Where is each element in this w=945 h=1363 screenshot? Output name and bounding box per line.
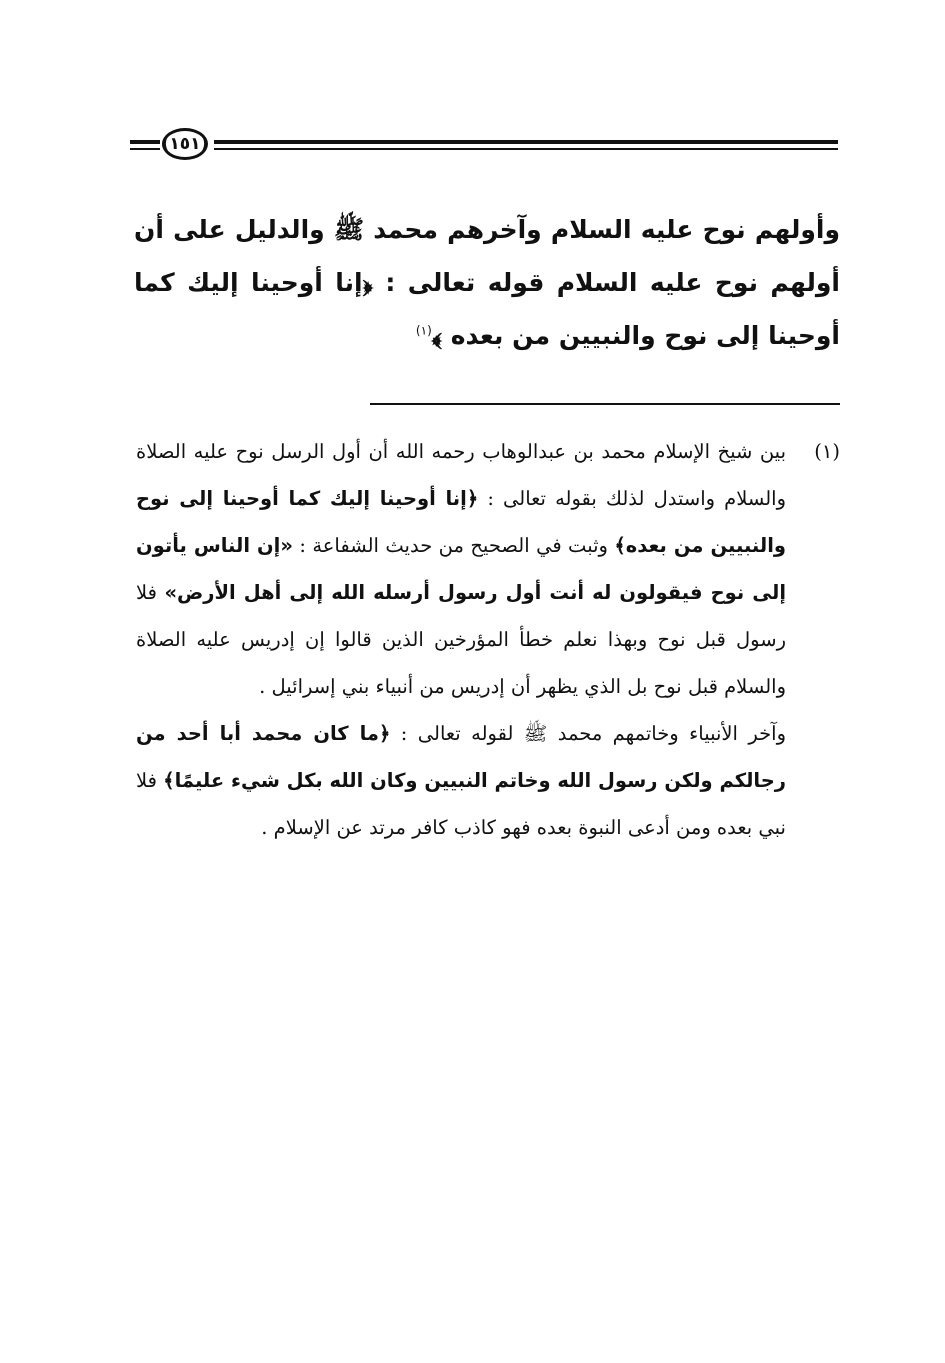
footnote-body — [136, 428, 786, 851]
page-number: (١٥١) — [162, 128, 208, 160]
footnote-text: بين شيخ الإسلام محمد بن عبدالوهاب رحمه الله أن أول الرسل نوح عليه الصلاة والسلام واستدل لذلك بقوله تعالى : — [136, 440, 786, 510]
footnote-text: وثبت في الصحيح من حديث الشفاعة : — [292, 534, 615, 557]
footnote-text: فلا نبي بعده ومن أدعى النبوة بعده فهو كاذب كافر مرتد عن الإسلام . — [136, 769, 786, 839]
footnotes — [105, 428, 840, 851]
header-rule-thin — [214, 148, 838, 150]
footnote-paragraph-1 — [136, 428, 786, 710]
footnote-reference: (١) — [415, 323, 432, 338]
header-rule-thick — [214, 140, 838, 144]
footnote-marker: (١) — [814, 440, 840, 463]
main-quran-quote: ﴿إنا أوحينا إليك كما أوحينا إلى نوح والنبيين من بعده ﴾ — [134, 268, 840, 350]
page-header — [130, 128, 838, 166]
footnote-divider — [370, 403, 840, 405]
footnote-hadith-quote: «إن الناس يأتون إلى نوح فيقولون له أنت أول رسول أرسله الله إلى أهل الأرض» — [136, 534, 787, 604]
footnote-text: فلا رسول قبل نوح وبهذا نعلم خطأ المؤرخين الذين قالوا إن إدريس عليه الصلاة والسلام قبل نوح بل الذي يظهر أن إدريس من أنبياء بني إسرائيل . — [136, 581, 786, 698]
footnote-paragraph-2 — [136, 710, 786, 851]
main-text: وأولهم نوح عليه السلام وآخرهم محمد ﷺ والدليل على أن أولهم نوح عليه السلام قوله تعالى : — [134, 215, 840, 297]
header-rule-short-thick — [130, 140, 160, 144]
footnote-text: وآخر الأنبياء وخاتمهم محمد ﷺ لقوله تعالى : — [390, 722, 786, 745]
footnote-1 — [105, 428, 840, 851]
footnote-quran-quote: ﴿ما كان محمد أبا أحد من رجالكم ولكن رسول الله وخاتم النبيين وكان الله بكل شيء عليمًا﴾ — [136, 722, 786, 792]
header-rule-short-thin — [130, 148, 160, 150]
main-paragraph — [134, 203, 840, 362]
footnote-quran-quote: ﴿إنا أوحينا إليك كما أوحينا إلى نوح والنبيين من بعده﴾ — [136, 487, 786, 557]
